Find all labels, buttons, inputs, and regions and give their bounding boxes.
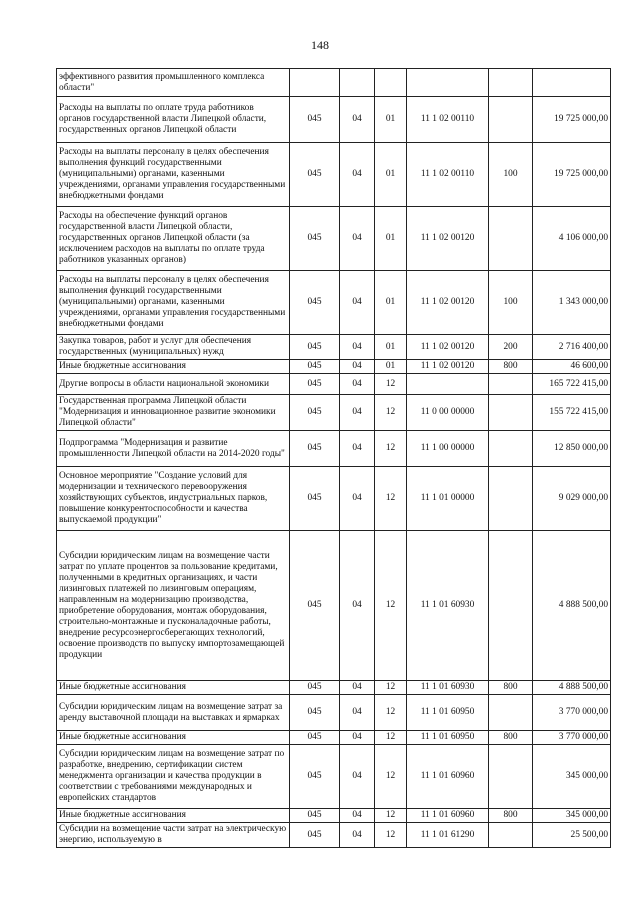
cell-expense-type: 100: [489, 271, 533, 335]
cell-name: Закупка товаров, работ и услуг для обеспечения государственных (муниципальных) нужд: [57, 335, 290, 360]
cell-name: Основное мероприятие "Создание условий для модернизации и технического перевооружения хозяйствующих субъектов, индустриальных парков, повышение конкурентоспособности и качества выпускаемой продукции": [57, 467, 290, 531]
cell-section: 04: [340, 695, 375, 731]
cell-admin-code: 045: [290, 360, 340, 374]
cell-admin-code: 045: [290, 395, 340, 431]
cell-name: Расходы на выплаты персоналу в целях обеспечения выполнения функций государственными (муниципальными) органами, казенными учреждениями, органами управления государственными внебюджетными фондами: [57, 271, 290, 335]
table-row: [57, 374, 611, 395]
cell-amount: 3 770 000,00: [533, 731, 611, 745]
cell-expense-type: [489, 531, 533, 681]
cell-section: 04: [340, 745, 375, 809]
cell-target-article: 11 1 01 60950: [407, 695, 489, 731]
cell-name: Иные бюджетные ассигнования: [57, 731, 290, 745]
cell-admin-code: 045: [290, 143, 340, 207]
cell-amount: 25 500,00: [533, 823, 611, 848]
cell-section: 04: [340, 97, 375, 143]
cell-target-article: [407, 374, 489, 395]
cell-admin-code: 045: [290, 271, 340, 335]
cell-target-article: 11 1 00 00000: [407, 431, 489, 467]
cell-section: 04: [340, 374, 375, 395]
cell-admin-code: [290, 69, 340, 97]
table-row: [57, 695, 611, 731]
cell-section: 04: [340, 395, 375, 431]
cell-subsection: 12: [375, 374, 407, 395]
cell-target-article: 11 1 02 00120: [407, 335, 489, 360]
cell-expense-type: 800: [489, 809, 533, 823]
cell-amount: 345 000,00: [533, 745, 611, 809]
cell-subsection: 01: [375, 97, 407, 143]
cell-name: Субсидии юридическим лицам на возмещение части затрат по уплате процентов за пользование кредитами, полученными в кредитных организациях, и части лизинговых платежей по лизинговым операциям, направленным на модернизацию производства, приобретение оборудования, монтаж оборудования, строительно-монтажные и пусконаладочные работы, внедрение ресурсоэнергосберегающих технологий, освоение производств по выпуску импортозамещающей продукции: [57, 531, 290, 681]
cell-target-article: 11 1 01 60960: [407, 745, 489, 809]
cell-expense-type: 800: [489, 731, 533, 745]
cell-admin-code: 045: [290, 731, 340, 745]
cell-subsection: 12: [375, 695, 407, 731]
cell-admin-code: 045: [290, 207, 340, 271]
cell-amount: 4 106 000,00: [533, 207, 611, 271]
cell-target-article: 11 1 02 00110: [407, 143, 489, 207]
cell-admin-code: 045: [290, 745, 340, 809]
cell-target-article: 11 1 01 61290: [407, 823, 489, 848]
cell-admin-code: 045: [290, 681, 340, 695]
cell-amount: 46 600,00: [533, 360, 611, 374]
cell-section: 04: [340, 823, 375, 848]
cell-subsection: 12: [375, 395, 407, 431]
table-row: [57, 97, 611, 143]
cell-subsection: 12: [375, 431, 407, 467]
cell-expense-type: [489, 69, 533, 97]
cell-expense-type: 800: [489, 681, 533, 695]
table-row: [57, 745, 611, 809]
cell-expense-type: [489, 823, 533, 848]
cell-section: 04: [340, 467, 375, 531]
cell-admin-code: 045: [290, 809, 340, 823]
cell-expense-type: [489, 467, 533, 531]
cell-name: Другие вопросы в области национальной экономики: [57, 374, 290, 395]
cell-name: Государственная программа Липецкой области "Модернизация и инновационное развитие экономики Липецкой области": [57, 395, 290, 431]
cell-admin-code: 045: [290, 335, 340, 360]
cell-expense-type: [489, 431, 533, 467]
cell-expense-type: [489, 97, 533, 143]
table-row: [57, 731, 611, 745]
cell-subsection: 01: [375, 271, 407, 335]
cell-amount: 165 722 415,00: [533, 374, 611, 395]
cell-admin-code: 045: [290, 695, 340, 731]
cell-name: Субсидии юридическим лицам на возмещение затрат по разработке, внедрению, сертификации систем менеджмента организации и качества продукции в соответствии с требованиями международных и европейских стандартов: [57, 745, 290, 809]
cell-target-article: 11 1 01 60930: [407, 531, 489, 681]
cell-admin-code: 045: [290, 531, 340, 681]
cell-subsection: [375, 69, 407, 97]
cell-name: Расходы на выплаты персоналу в целях обеспечения выполнения функций государственными (муниципальными) органами, казенными учреждениями, органами управления государственными внебюджетными фондами: [57, 143, 290, 207]
cell-target-article: 11 1 02 00110: [407, 97, 489, 143]
budget-table: [56, 68, 611, 848]
cell-expense-type: [489, 695, 533, 731]
cell-section: 04: [340, 271, 375, 335]
cell-amount: 12 850 000,00: [533, 431, 611, 467]
cell-name: Иные бюджетные ассигнования: [57, 809, 290, 823]
cell-section: 04: [340, 335, 375, 360]
cell-name: Расходы на выплаты по оплате труда работников органов государственной власти Липецкой области, государственных органов Липецкой области: [57, 97, 290, 143]
table-row: [57, 823, 611, 848]
cell-section: 04: [340, 681, 375, 695]
table-row: [57, 681, 611, 695]
cell-target-article: 11 1 02 00120: [407, 207, 489, 271]
cell-amount: 9 029 000,00: [533, 467, 611, 531]
cell-name: Субсидии на возмещение части затрат на электрическую энергию, используемую в: [57, 823, 290, 848]
cell-subsection: 12: [375, 467, 407, 531]
cell-amount: 155 722 415,00: [533, 395, 611, 431]
cell-amount: 4 888 500,00: [533, 531, 611, 681]
cell-amount: 1 343 000,00: [533, 271, 611, 335]
cell-expense-type: [489, 745, 533, 809]
table-row: [57, 809, 611, 823]
cell-subsection: 01: [375, 143, 407, 207]
cell-section: 04: [340, 531, 375, 681]
cell-target-article: 11 1 02 00120: [407, 271, 489, 335]
cell-target-article: 11 1 01 60950: [407, 731, 489, 745]
cell-name: Подпрограмма "Модернизация и развитие промышленности Липецкой области на 2014-2020 годы": [57, 431, 290, 467]
table-row: [57, 335, 611, 360]
cell-target-article: [407, 69, 489, 97]
cell-expense-type: [489, 395, 533, 431]
cell-name: Иные бюджетные ассигнования: [57, 681, 290, 695]
cell-target-article: 11 1 01 60960: [407, 809, 489, 823]
table-row: [57, 531, 611, 681]
table-row: [57, 360, 611, 374]
cell-name: эффективного развития промышленного комплекса области": [57, 69, 290, 97]
table-row: [57, 69, 611, 97]
cell-amount: 3 770 000,00: [533, 695, 611, 731]
cell-subsection: 12: [375, 681, 407, 695]
cell-section: [340, 69, 375, 97]
cell-amount: 2 716 400,00: [533, 335, 611, 360]
cell-admin-code: 045: [290, 97, 340, 143]
cell-subsection: 01: [375, 207, 407, 271]
cell-subsection: 01: [375, 335, 407, 360]
table-row: [57, 143, 611, 207]
cell-target-article: 11 1 01 00000: [407, 467, 489, 531]
table-row: [57, 207, 611, 271]
table-row: [57, 431, 611, 467]
cell-subsection: 12: [375, 531, 407, 681]
cell-expense-type: [489, 374, 533, 395]
cell-section: 04: [340, 143, 375, 207]
cell-section: 04: [340, 207, 375, 271]
cell-subsection: 12: [375, 823, 407, 848]
page-number: 148: [311, 38, 329, 52]
cell-admin-code: 045: [290, 431, 340, 467]
cell-amount: 19 725 000,00: [533, 143, 611, 207]
table-row: [57, 271, 611, 335]
cell-subsection: 12: [375, 745, 407, 809]
cell-expense-type: 100: [489, 143, 533, 207]
cell-expense-type: 800: [489, 360, 533, 374]
cell-section: 04: [340, 731, 375, 745]
cell-expense-type: 200: [489, 335, 533, 360]
cell-subsection: 12: [375, 809, 407, 823]
cell-expense-type: [489, 207, 533, 271]
cell-target-article: 11 1 01 60930: [407, 681, 489, 695]
cell-amount: 19 725 000,00: [533, 97, 611, 143]
budget-table-body: [57, 69, 611, 848]
cell-admin-code: 045: [290, 823, 340, 848]
cell-name: Субсидии юридическим лицам на возмещение затрат за аренду выставочной площади на выставках и ярмарках: [57, 695, 290, 731]
cell-name: Расходы на обеспечение функций органов государственной власти Липецкой области, государственных органов Липецкой области (за исключением расходов на выплаты по оплате труда работников указанных органов): [57, 207, 290, 271]
cell-target-article: 11 0 00 00000: [407, 395, 489, 431]
cell-admin-code: 045: [290, 467, 340, 531]
cell-section: 04: [340, 431, 375, 467]
cell-amount: [533, 69, 611, 97]
cell-subsection: 12: [375, 731, 407, 745]
cell-section: 04: [340, 360, 375, 374]
table-row: [57, 395, 611, 431]
cell-amount: 345 000,00: [533, 809, 611, 823]
table-row: [57, 467, 611, 531]
cell-target-article: 11 1 02 00120: [407, 360, 489, 374]
cell-admin-code: 045: [290, 374, 340, 395]
cell-amount: 4 888 500,00: [533, 681, 611, 695]
cell-name: Иные бюджетные ассигнования: [57, 360, 290, 374]
cell-subsection: 01: [375, 360, 407, 374]
cell-section: 04: [340, 809, 375, 823]
